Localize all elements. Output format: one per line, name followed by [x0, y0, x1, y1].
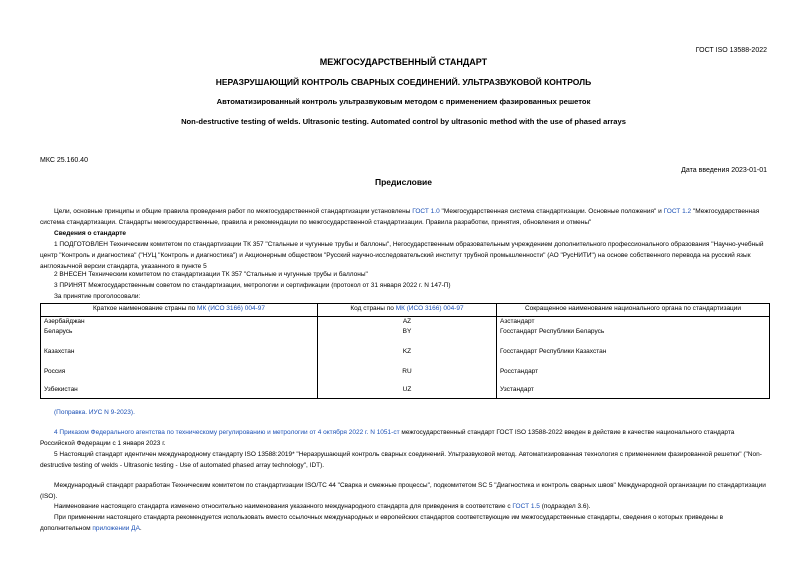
appendix-da-link[interactable]: приложении ДА	[92, 525, 140, 532]
table-header-row	[41, 304, 770, 317]
header-body: Сокращенное наименование национального органа по стандартизации	[497, 304, 770, 317]
gost-1-0-link[interactable]: ГОСТ 1.0	[412, 208, 440, 215]
country-cell: Россия	[41, 367, 318, 385]
body-cell: Росстандарт	[497, 367, 770, 385]
order-link[interactable]: 4 Приказом Федерального агентства по техническому регулированию и метрологии от 4 октября 2022 г. N 1051-ст	[54, 429, 400, 436]
country-cell: Казахстан	[41, 347, 318, 367]
table-row	[41, 367, 770, 385]
foreword-heading: Предисловие	[374, 177, 433, 187]
country-cell: Узбекистан	[41, 385, 318, 399]
item-4: 4 Приказом Федерального агентства по техническому регулированию и метрологии от 4 октября 2022 г. N 1051-ст межгосударственный стандарт ГОСТ ISO 13588-2022 введен в действие в качестве национального стандарта Российской Федерации с 1 января 2023 г.	[40, 429, 735, 447]
item-3: 3 ПРИНЯТ Межгосударственным советом по стандартизации, метрологии и сертификации (протокол от 31 января 2022 г. N 147-П)	[54, 282, 451, 289]
header-code: Код страны по МК (ИСО 3166) 004-97	[318, 304, 497, 317]
title-ru: НЕРАЗРУШАЮЩИЙ КОНТРОЛЬ СВАРНЫХ СОЕДИНЕНИЙ. УЛЬТРАЗВУКОВОЙ КОНТРОЛЬ	[215, 77, 592, 87]
application-note: При применении настоящего стандарта рекомендуется использовать вместо ссылочных международных и европейских стандартов соответствующие им межгосударственные стандарты, сведения о которых приведены в дополнительном приложении ДА.	[40, 514, 724, 532]
item-5: 5 Настоящий стандарт идентичен международному стандарту ISO 13588:2019* "Неразрушающий контроль сварных соединений. Ультразвуковой метод. Автоматизированная технология с применением фазированной решетки" ("Non-destructive testing of welds - Ultrasonic testing - Use of automated phased array technology", IDT).	[40, 451, 762, 469]
body-cell: Азстандарт	[497, 317, 770, 327]
amendment-link[interactable]: (Поправка. ИУС N 9-2023).	[54, 409, 135, 416]
name-change-note: Наименование настоящего стандарта изменено относительно наименования указанного международного стандарта для приведения в соответствие с ГОСТ 1.5 (подраздел 3.6).	[54, 503, 591, 510]
mk-iso-link[interactable]: МК (ИСО 3166) 004-97	[395, 305, 464, 312]
international-standard-note: Международный стандарт разработан Техническим комитетом по стандартизации ISO/TC 44 "Сварка и смежные процессы", подкомитетом SC 5 "Диагностика и контроль сварных швов" Международной организации по стандартизации (ISO).	[40, 482, 766, 500]
standard-info-heading: Сведения о стандарте	[54, 230, 127, 237]
table-row	[41, 327, 770, 347]
voting-table	[40, 303, 770, 399]
table-row	[41, 317, 770, 327]
code-cell: BY	[318, 327, 497, 347]
foreword-paragraph: Цели, основные принципы и общие правила проведения работ по межгосударственной стандартизации установлены ГОСТ 1.0 "Межгосударственная система стандартизации. Основные положения" и ГОСТ 1.2 "Межгосударственная система стандартизации. Стандарты межгосударственные, правила и рекомендации по межгосударственной стандартизации. Правила разработки, принятия, обновления и отмены"	[40, 208, 760, 226]
country-cell: Беларусь	[41, 327, 318, 347]
code-cell: KZ	[318, 347, 497, 367]
gost-1-2-link[interactable]: ГОСТ 1.2	[663, 208, 692, 215]
body-cell: Госстандарт Республики Казахстан	[497, 347, 770, 367]
mks-code: МКС 25.160.40	[40, 157, 88, 164]
body-cell: Узстандарт	[497, 385, 770, 399]
introduction-date: Дата введения 2023-01-01	[681, 167, 767, 174]
voted-label: За принятие проголосовали:	[54, 293, 141, 300]
standard-type: МЕЖГОСУДАРСТВЕННЫЙ СТАНДАРТ	[319, 57, 488, 67]
mk-iso-link[interactable]: МК (ИСО 3166) 004-97	[197, 305, 265, 312]
code-cell: AZ	[318, 317, 497, 327]
subtitle-ru: Автоматизированный контроль ультразвуковым методом с применением фазированных решеток	[216, 97, 591, 106]
gost-1-5-link[interactable]: ГОСТ 1.5	[512, 503, 540, 510]
code-cell: UZ	[318, 385, 497, 399]
item-1: 1 ПОДГОТОВЛЕН Техническим комитетом по стандартизации ТК 357 "Стальные и чугунные трубы и баллоны", Негосударственным образовательным учреждением дополнительного профессионального образования "Научно-учебный центр "Контроль и диагностика" ("НУЦ "Контроль и диагностика") и Акционерным обществом "Русский научно-исследовательский институт трубной промышленности" (АО "РусНИТИ") на основе собственного перевода на русский язык англоязычной версии стандарта, указанного в пункте 5	[40, 241, 764, 270]
header-country: Краткое наименование страны по МК (ИСО 3166) 004-97	[41, 304, 318, 317]
body-cell: Госстандарт Республики Беларусь	[497, 327, 770, 347]
country-cell: Азербайджан	[41, 317, 318, 327]
table-row	[41, 347, 770, 367]
title-en: Non-destructive testing of welds. Ultrasonic testing. Automated control by ultrasonic method with the use of phased arrays	[181, 117, 626, 126]
table-row	[41, 385, 770, 399]
item-2: 2 ВНЕСЕН Техническим комитетом по стандартизации ТК 357 "Стальные и чугунные трубы и баллоны"	[54, 271, 368, 278]
code-cell: RU	[318, 367, 497, 385]
document-code: ГОСТ ISO 13588-2022	[695, 47, 767, 54]
